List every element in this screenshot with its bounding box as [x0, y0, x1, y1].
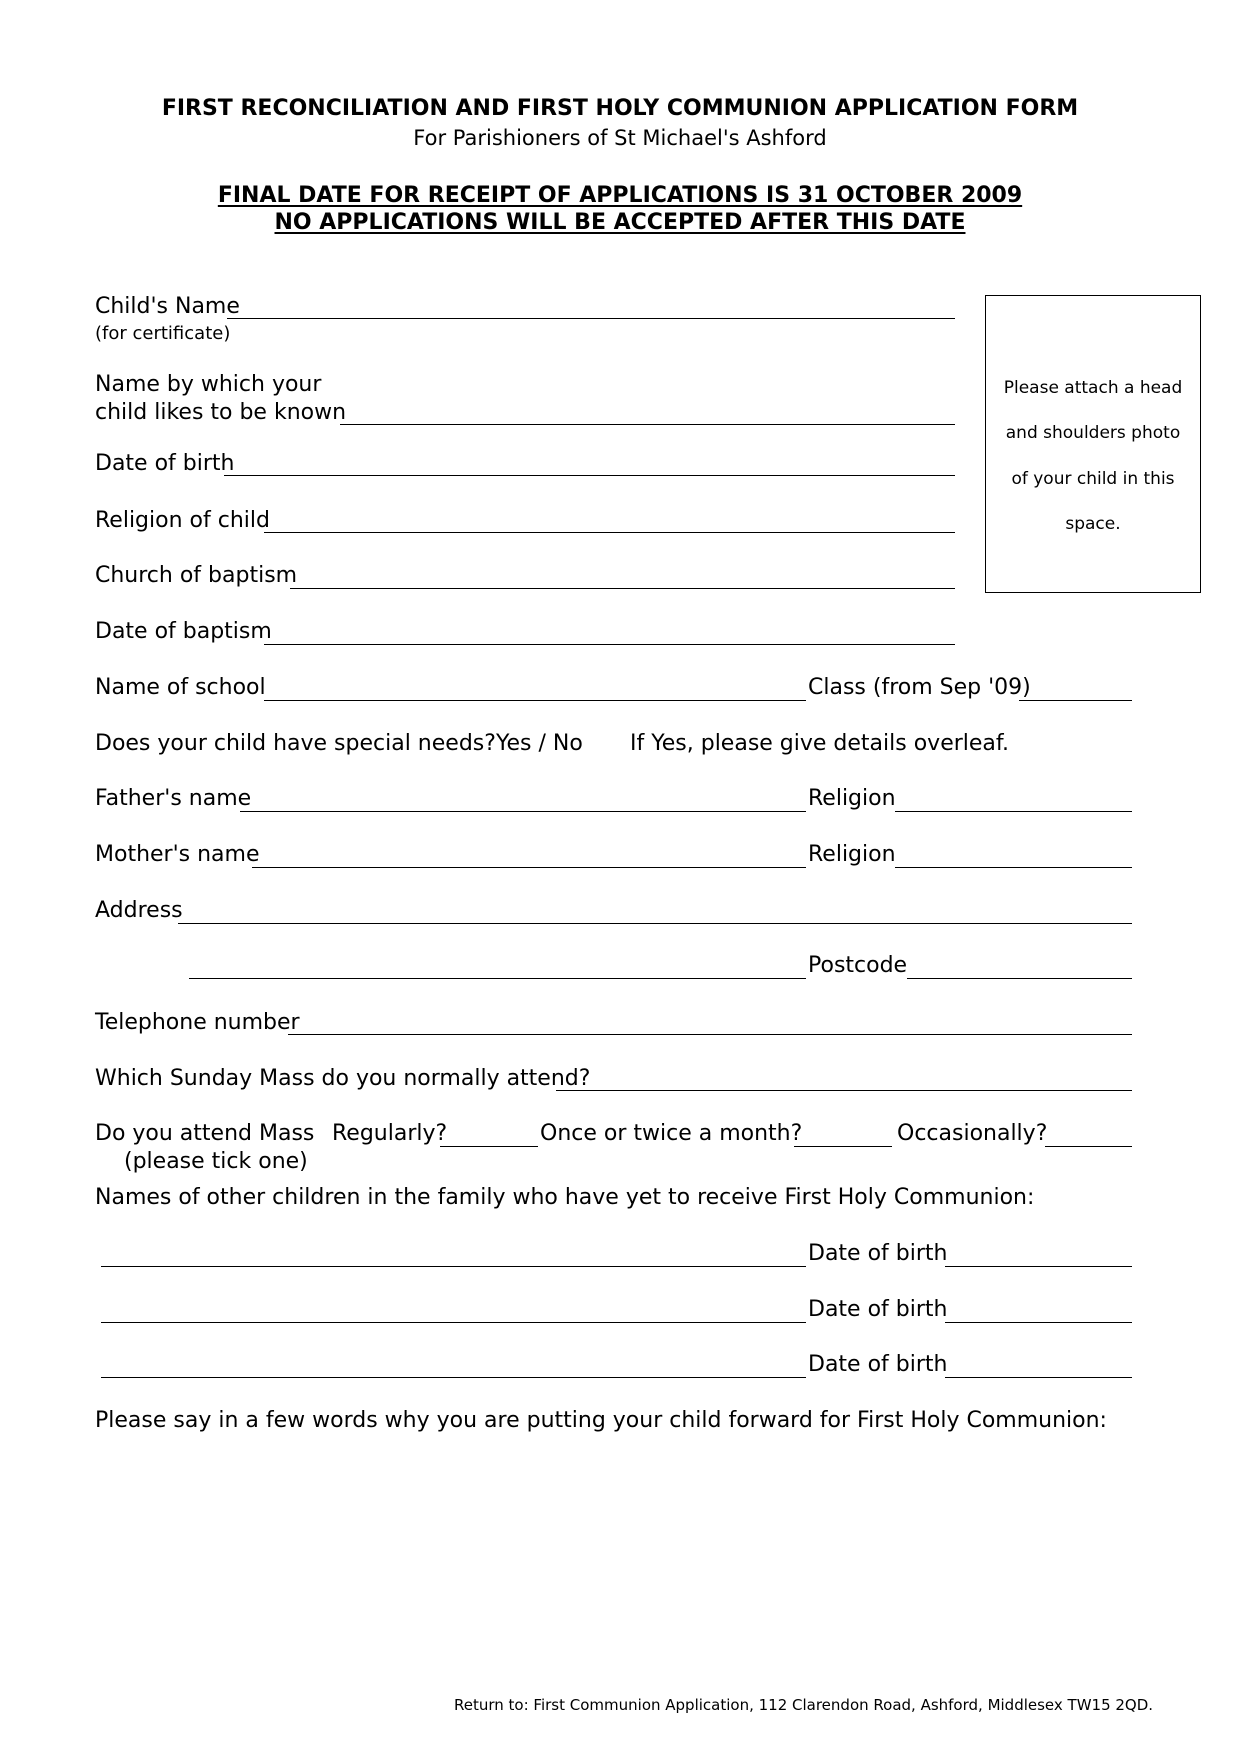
reason-label: Please say in a few words why you are putting your child forward for First Holy Communion: — [95, 1408, 1107, 1433]
father-name-label: Father's name — [95, 786, 252, 811]
occasionally-tick[interactable] — [1045, 1146, 1132, 1147]
other-child-dob-label-3: Date of birth — [808, 1352, 948, 1377]
sunday-mass-label: Which Sunday Mass do you normally attend? — [95, 1066, 591, 1091]
regularly-tick[interactable] — [440, 1146, 538, 1147]
tick-one-note: (please tick one) — [124, 1149, 308, 1174]
late-notice — [0, 210, 1240, 235]
telephone-field[interactable] — [288, 1034, 1132, 1035]
address-field-2[interactable] — [189, 978, 806, 979]
known-as-field[interactable] — [340, 424, 955, 425]
photo-instruction-4: space. — [1065, 514, 1121, 534]
other-child-name-2[interactable] — [101, 1322, 806, 1323]
other-children-label: Names of other children in the family who have yet to receive First Holy Communion: — [95, 1185, 1035, 1210]
special-needs-yes-no[interactable]: Yes / No — [496, 731, 583, 756]
religion-child-label: Religion of child — [95, 508, 270, 533]
child-name-note: (for certificate) — [95, 323, 231, 344]
church-baptism-field[interactable] — [290, 588, 955, 589]
school-field[interactable] — [264, 700, 806, 701]
special-needs-note: If Yes, please give details overleaf. — [630, 731, 1010, 756]
regularly-label: Regularly? — [332, 1121, 448, 1146]
attend-mass-label: Do you attend Mass — [95, 1121, 315, 1146]
other-child-dob-1[interactable] — [945, 1266, 1132, 1267]
class-label: Class (from Sep '09) — [808, 675, 1031, 700]
address-field-1[interactable] — [178, 923, 1132, 924]
once-twice-label: Once or twice a month? — [540, 1121, 803, 1146]
form-title: FIRST RECONCILIATION AND FIRST HOLY COMMUNION APPLICATION FORM — [161, 96, 1079, 121]
mother-name-field[interactable] — [252, 867, 806, 868]
mother-religion-field[interactable] — [895, 867, 1132, 868]
other-child-dob-3[interactable] — [945, 1377, 1132, 1378]
occasionally-label: Occasionally? — [897, 1121, 1048, 1146]
other-child-name-1[interactable] — [101, 1266, 806, 1267]
school-label: Name of school — [95, 675, 266, 700]
once-twice-tick[interactable] — [794, 1146, 892, 1147]
mother-name-label: Mother's name — [95, 842, 260, 867]
photo-box[interactable] — [985, 295, 1201, 593]
special-needs-label: Does your child have special needs? — [95, 731, 496, 756]
return-address: Return to: First Communion Application, 112 Clarendon Road, Ashford, Middlesex TW15 2QD. — [454, 1696, 1154, 1714]
other-child-dob-label-1: Date of birth — [808, 1241, 948, 1266]
postcode-label: Postcode — [808, 953, 908, 978]
postcode-field[interactable] — [907, 978, 1132, 979]
deadline-line-2: NO APPLICATIONS WILL BE ACCEPTED AFTER THIS DATE — [274, 210, 966, 235]
photo-instruction-2: and shoulders photo — [1005, 423, 1181, 443]
form-subtitle: For Parishioners of St Michael's Ashford — [413, 126, 827, 150]
class-field[interactable] — [1019, 700, 1132, 701]
deadline-notice — [0, 183, 1240, 208]
known-as-label-1: Name by which your — [95, 372, 322, 397]
telephone-label: Telephone number — [95, 1010, 300, 1035]
child-name-field[interactable] — [227, 318, 955, 319]
religion-child-field[interactable] — [264, 532, 955, 533]
mother-religion-label: Religion — [808, 842, 896, 867]
other-child-dob-2[interactable] — [945, 1322, 1132, 1323]
father-religion-label: Religion — [808, 786, 896, 811]
sunday-mass-field[interactable] — [556, 1090, 1132, 1091]
church-baptism-label: Church of baptism — [95, 563, 298, 588]
known-as-label-2: child likes to be known — [95, 400, 347, 425]
reason-answer-area[interactable] — [95, 1440, 1132, 1660]
father-name-field[interactable] — [240, 811, 806, 812]
deadline-line-1: FINAL DATE FOR RECEIPT OF APPLICATIONS IS 31 OCTOBER 2009 — [217, 183, 1023, 208]
address-label: Address — [95, 898, 183, 923]
date-baptism-label: Date of baptism — [95, 619, 272, 644]
date-baptism-field[interactable] — [264, 644, 955, 645]
father-religion-field[interactable] — [895, 811, 1132, 812]
other-child-name-3[interactable] — [101, 1377, 806, 1378]
photo-instruction-1: Please attach a head — [1003, 378, 1183, 398]
dob-label: Date of birth — [95, 451, 235, 476]
dob-field[interactable] — [224, 475, 955, 476]
photo-instruction-3: of your child in this — [1011, 469, 1175, 489]
other-child-dob-label-2: Date of birth — [808, 1297, 948, 1322]
child-name-label: Child's Name — [95, 294, 240, 319]
